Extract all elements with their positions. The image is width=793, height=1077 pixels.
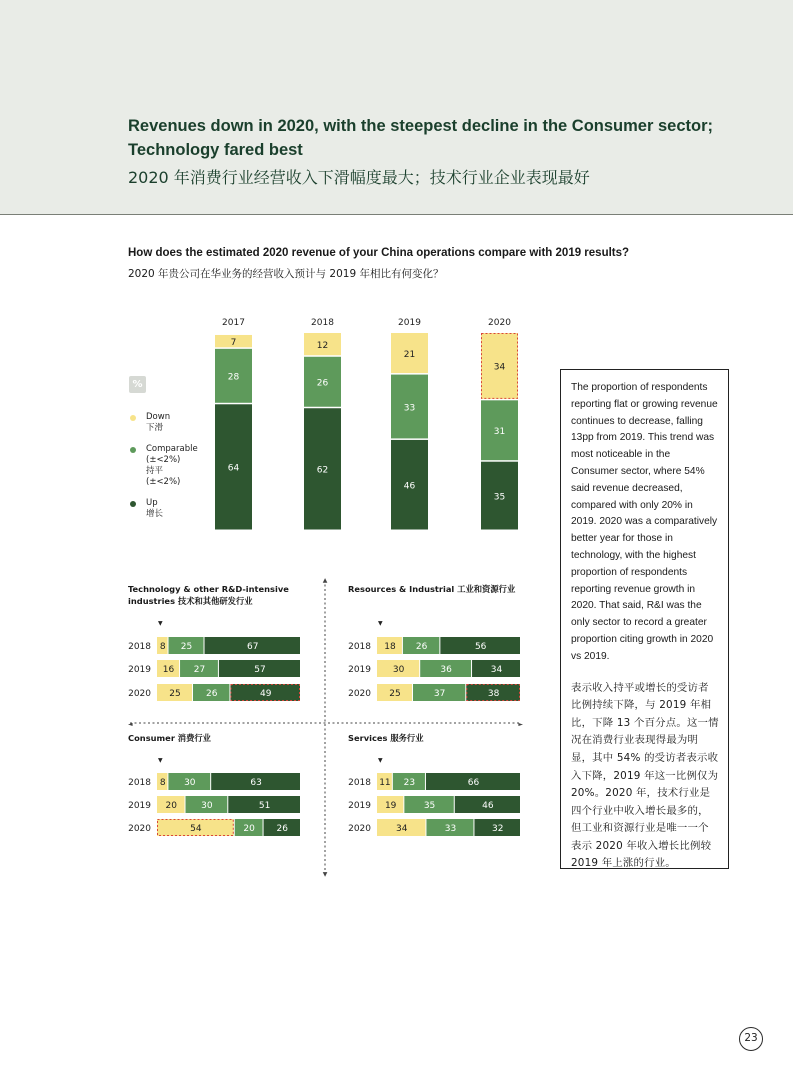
year-label-2018: 2018 [311,318,334,328]
row-label-3-2019: 2019 [348,801,371,811]
hvalue-2-2018-down: 8 [159,778,166,788]
hvalue-0-2018-comparable: 25 [180,642,193,652]
year-label-2019: 2019 [398,318,421,328]
row-label-2-2019: 2019 [128,801,151,811]
divider-arrow-bottom: ▼ [322,871,328,878]
panel-marker-3: ▼ [378,757,383,764]
value-label-2019-up: 46 [403,481,416,492]
question-en: How does the estimated 2020 revenue of your China operations compare with 2019 results? [128,247,630,259]
hvalue-1-2019-comparable: 36 [440,665,452,675]
value-label-2017-down: 7 [230,337,237,348]
hvalue-1-2019-up: 34 [490,665,503,675]
legend-label-up-zh: 增长 [146,509,164,519]
hvalue-3-2018-down: 11 [379,778,391,788]
hvalue-3-2020-comparable: 33 [444,824,457,834]
page-title-zh: 2020 年消费行业经营收入下滑幅度最大；技术行业企业表现最好 [128,168,590,187]
value-label-2019-comparable: 33 [403,403,416,414]
value-label-2019-down: 21 [403,349,416,360]
year-label-2017: 2017 [222,318,245,328]
hvalue-1-2020-down: 25 [389,689,401,699]
question-zh: 2020 年贵公司在华业务的经营收入预计与 2019 年相比有何变化？ [128,268,444,280]
panel-marker-0: ▼ [158,620,163,627]
hvalue-3-2018-comparable: 23 [403,778,416,788]
row-label-0-2018: 2018 [128,642,151,652]
legend-label-comparable-range-zh: (±<2%) [146,477,181,487]
hvalue-0-2018-down: 8 [159,642,166,652]
divider-arrow-left: ◄ [128,721,133,728]
hvalue-3-2018-up: 66 [467,778,480,788]
row-label-3-2020: 2020 [348,824,371,834]
percent-unit-badge: % [129,376,146,393]
hvalue-0-2018-up: 67 [247,642,259,652]
hvalue-0-2020-down: 25 [169,689,181,699]
panel-marker-2: ▼ [158,757,163,764]
page-title-line1: Revenues down in 2020, with the steepest decline in the Consumer sector; [128,117,713,135]
row-label-0-2020: 2020 [128,689,151,699]
legend-label-comparable-range: (±<2%) [146,455,181,465]
row-label-1-2019: 2019 [348,665,371,675]
panel-title-2-line0: Consumer 消费行业 [128,733,211,743]
hvalue-1-2019-down: 30 [392,665,405,675]
hvalue-0-2019-up: 57 [254,665,266,675]
legend-label-comparable-zh: 持平 [146,466,164,476]
hvalue-2-2018-up: 63 [250,778,262,788]
value-label-2018-comparable: 26 [316,378,329,389]
hvalue-1-2018-comparable: 26 [415,642,428,652]
value-label-2017-up: 64 [227,463,240,474]
legend-label-up: Up [146,498,158,508]
value-label-2020-up: 35 [493,492,506,503]
legend-label-down: Down [146,412,171,422]
panel-marker-1: ▼ [378,620,383,627]
commentary-box [560,369,729,869]
row-label-2-2020: 2020 [128,824,151,834]
panel-title-0-line1: industries 技术和其他研发行业 [128,596,253,606]
hvalue-3-2020-up: 32 [492,824,504,834]
hvalue-3-2019-up: 46 [482,801,494,811]
hvalue-3-2019-comparable: 35 [423,801,436,811]
hvalue-2-2020-down: 54 [190,824,202,834]
divider-arrow-top: ▲ [322,577,328,584]
hvalue-0-2020-up: 49 [259,689,272,699]
hvalue-3-2020-down: 34 [396,824,408,834]
commentary-zh: 表示收入持平或增长的受访者比例持续下降，与 2019 年相比，下降 13 个百分点。这一情况在消费行业表现得最为明显，其中 54% 的受访者表示收入下降，2019 年这一比例仅为 20%。2020 年，技术行业是四个行业中收入增长最多的，但工业和资源行业是唯一一个表示 2020 年收入增长比例较 2019 年上涨的行业。 [571,681,719,870]
row-label-2-2018: 2018 [128,778,151,788]
year-label-2020: 2020 [488,318,511,328]
panel-title-3-line0: Services 服务行业 [348,733,424,743]
hvalue-3-2019-down: 19 [384,801,397,811]
value-label-2017-comparable: 28 [227,372,240,383]
hvalue-0-2019-down: 16 [162,665,175,675]
page-title-line2: Technology fared best [128,141,303,159]
hvalue-1-2020-up: 38 [487,689,500,699]
legend-label-comparable: Comparable [146,444,198,454]
hvalue-1-2018-up: 56 [474,642,487,652]
row-label-1-2020: 2020 [348,689,371,699]
hvalue-1-2020-comparable: 37 [433,689,446,699]
page-number: 23 [739,1027,763,1051]
hvalue-2-2019-down: 20 [165,801,177,811]
value-label-2018-up: 62 [316,465,329,476]
row-label-1-2018: 2018 [348,642,371,652]
hvalue-2-2020-comparable: 20 [243,824,255,834]
value-label-2020-comparable: 31 [493,427,506,438]
value-label-2020-down: 34 [493,362,506,373]
panel-title-1-line0: Resources & Industrial 工业和资源行业 [348,584,516,594]
row-label-3-2018: 2018 [348,778,371,788]
panel-title-0-line0: Technology & other R&D-intensive [128,584,289,594]
divider-arrow-right: ► [518,721,523,728]
value-label-2018-down: 12 [316,340,329,351]
hvalue-2-2019-comparable: 30 [201,801,213,811]
commentary-en: The proportion of respondents reporting flat or growing revenue continues to decrease, falling 13pp from 2019. This trend was most noticeable in the Consumer sector, where 54% said revenue decreased, compared with only 20% in 2019. 2020 was a comparatively better year for those in technology, with the highest proportion of respondents reporting revenue growth in 2020. That said, R&I was the only sector to record a greater proportion citing growth in 2020 vs 2019. [571,382,718,662]
hvalue-2-2018-comparable: 30 [184,778,196,788]
row-label-0-2019: 2019 [128,665,151,675]
hvalue-0-2019-comparable: 27 [193,665,206,675]
hvalue-2-2019-up: 51 [258,801,271,811]
hvalue-1-2018-down: 18 [384,642,396,652]
legend-label-down-zh: 下滑 [146,423,164,433]
hvalue-0-2020-comparable: 26 [205,689,218,699]
hvalue-2-2020-up: 26 [276,824,289,834]
